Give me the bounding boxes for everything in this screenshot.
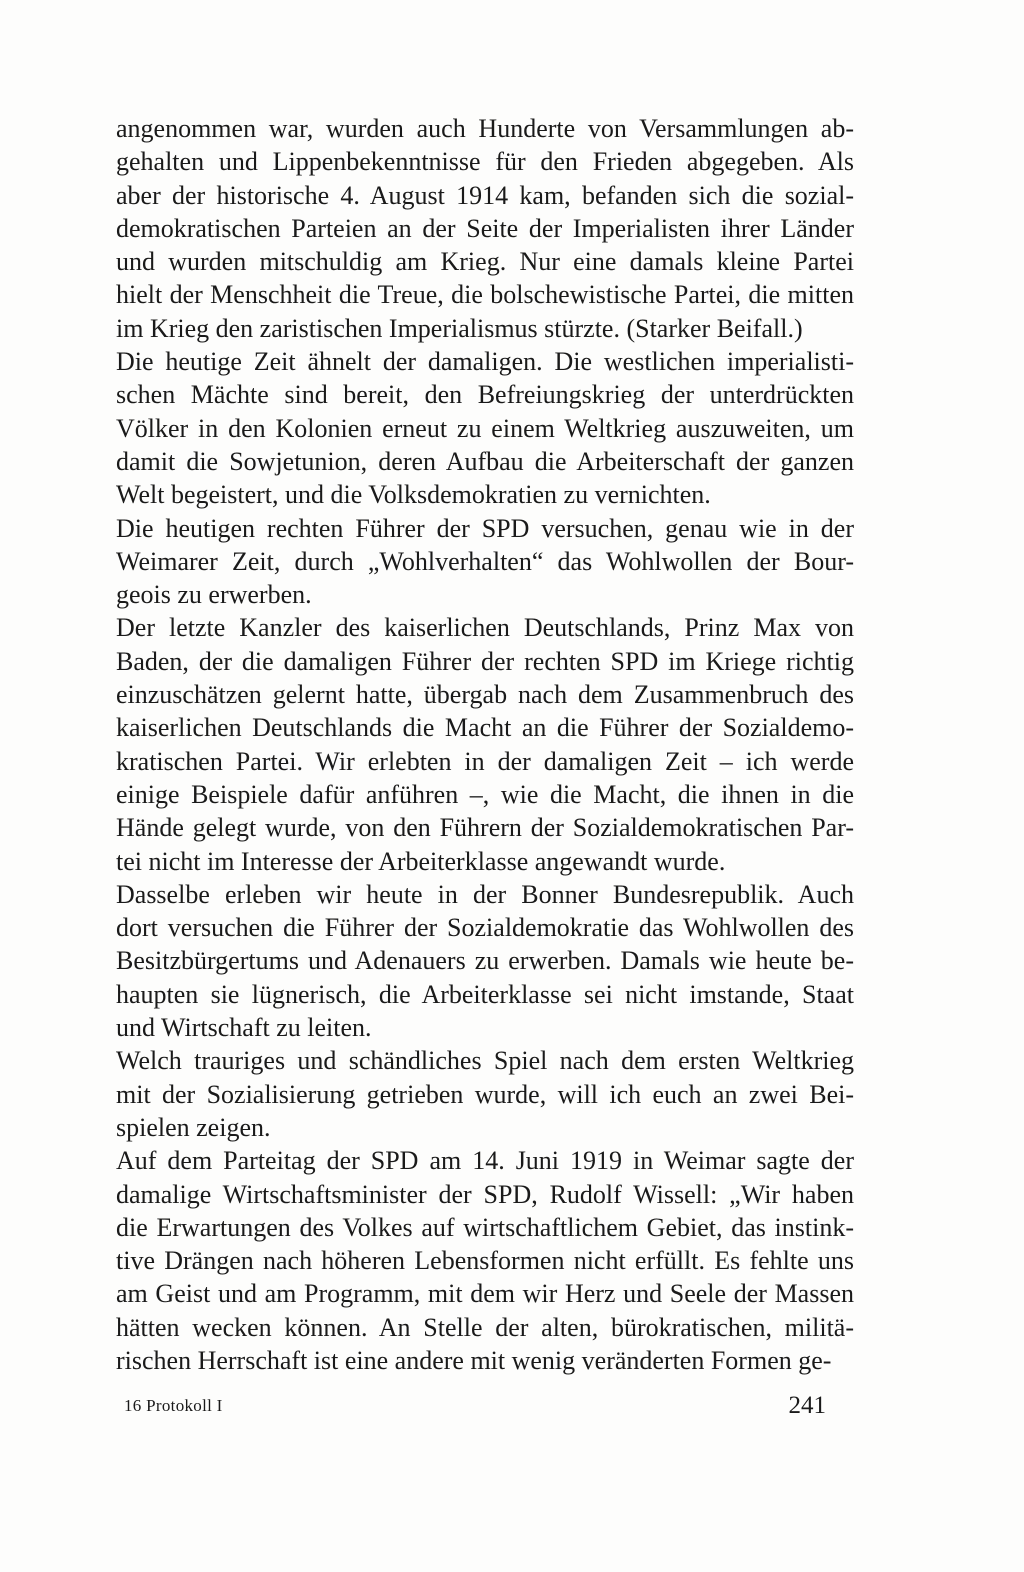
text-line: Die heutige Zeit ähnelt der damaligen. Die westlichen imperialisti- [116,347,854,377]
text-line: Weimarer Zeit, durch „Wohlverhalten“ das Wohlwollen der Bour- [116,546,854,576]
text-line: am Geist und am Programm, mit dem wir Herz und Seele der Massen [116,1279,854,1309]
text-line: Die heutigen rechten Führer der SPD versuchen, genau wie in der [116,513,854,543]
text-line: Welt begeistert, und die Volksdemokratien zu vernichten. [116,480,711,510]
text-line: kratischen Partei. Wir erlebten in der damaligen Zeit – ich werde [116,746,854,776]
text-line: gehalten und Lippenbekenntnisse für den Frieden abgegeben. Als [116,147,854,177]
text-line: damalige Wirtschaftsminister der SPD, Rudolf Wissell: „Wir haben [116,1179,854,1209]
text-line: aber der historische 4. August 1914 kam, befanden sich die sozial- [116,180,854,210]
text-line: Baden, der die damaligen Führer der rechten SPD im Kriege richtig [116,646,854,676]
text-line: und wurden mitschuldig am Krieg. Nur eine damals kleine Partei [116,247,854,277]
text-line: demokratischen Parteien an der Seite der Imperialisten ihrer Länder [116,213,854,243]
text-line: schen Mächte sind bereit, den Befreiungskrieg der unterdrückten [116,380,854,410]
paragraph [116,512,854,612]
text-line: Welch trauriges und schändliches Spiel nach dem ersten Weltkrieg [116,1046,854,1076]
text-line: hätten wecken können. An Stelle der alten, bürokratischen, militä- [116,1312,854,1342]
paragraph [116,1144,854,1377]
paragraph [116,611,854,877]
paragraph [116,112,854,345]
text-line: damit die Sowjetunion, deren Aufbau die Arbeiterschaft der ganzen [116,446,854,476]
text-line: tive Drängen nach höheren Lebensformen nicht erfüllt. Es fehlte uns [116,1246,854,1276]
text-line: Der letzte Kanzler des kaiserlichen Deutschlands, Prinz Max von [116,613,854,643]
body-text [116,112,854,1377]
text-line: Auf dem Parteitag der SPD am 14. Juni 1919 in Weimar sagte der [116,1146,854,1176]
text-line: hielt der Menschheit die Treue, die bolschewistische Partei, die mitten [116,280,854,310]
text-line: mit der Sozialisierung getrieben wurde, will ich euch an zwei Bei- [116,1079,854,1109]
text-line: einzuschätzen gelernt hatte, übergab nach dem Zusammenbruch des [116,680,854,710]
page-footer [116,1392,854,1422]
text-line: angenommen war, wurden auch Hunderte von Versammlungen ab- [116,114,854,143]
text-line: spielen zeigen. [116,1112,271,1142]
text-line: Hände gelegt wurde, von den Führern der Sozialdemokratischen Par- [116,813,854,843]
printer-signature: 16 Protokoll I [124,1396,223,1415]
text-line: Dasselbe erleben wir heute in der Bonner Bundesrepublik. Auch [116,879,854,909]
text-line: dort versuchen die Führer der Sozialdemokratie das Wohlwollen des [116,913,854,943]
page-number: 241 [788,1392,826,1419]
text-line: im Krieg den zaristischen Imperialismus stürzte. (Starker Beifall.) [116,313,803,343]
text-line: Besitzbürgertums und Adenauers zu erwerben. Damals wie heute be- [116,946,854,976]
text-line: kaiserlichen Deutschlands die Macht an die Führer der Sozialdemo- [116,713,854,743]
text-line: geois zu erwerben. [116,580,312,610]
paragraph [116,345,854,511]
paragraph [116,1044,854,1144]
text-line: einige Beispiele dafür anführen –, wie die Macht, die ihnen in die [116,779,854,809]
text-line: haupten sie lügnerisch, die Arbeiterklasse sei nicht imstande, Staat [116,979,854,1009]
text-line: tei nicht im Interesse der Arbeiterklasse angewandt wurde. [116,846,726,876]
text-line: und Wirtschaft zu leiten. [116,1013,372,1043]
text-line: rischen Herrschaft ist eine andere mit wenig veränderten Formen ge- [116,1345,832,1375]
paragraph [116,878,854,1044]
text-line: die Erwartungen des Volkes auf wirtschaftlichem Gebiet, das instink- [116,1212,854,1242]
text-line: Völker in den Kolonien erneut zu einem Weltkrieg auszuweiten, um [116,413,854,443]
